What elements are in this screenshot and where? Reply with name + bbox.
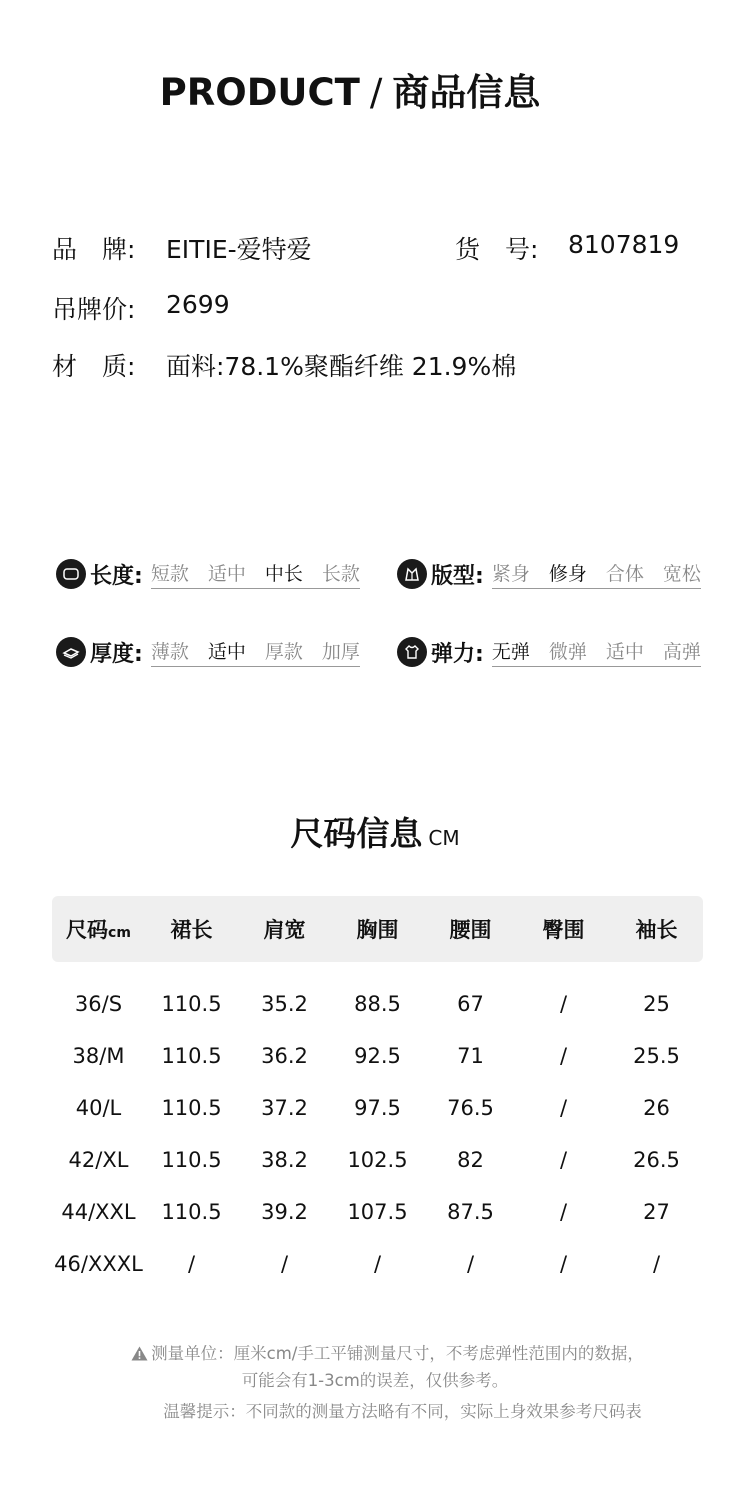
note-line-2: 可能会有1-3cm的误差，仅供参考。 [241, 1371, 509, 1390]
size-title-text: 尺码信息 [290, 814, 423, 853]
option-length-3: 长款 [321, 563, 360, 585]
option-thickness-1-selected: 适中 [207, 641, 246, 663]
table-cell: / [559, 1096, 568, 1120]
table-cell: 97.5 [354, 1096, 401, 1120]
table-cell: 38/M [72, 1044, 125, 1068]
table-cell: / [280, 1252, 289, 1276]
option-length-1: 适中 [207, 563, 246, 585]
table-cell: 82 [457, 1148, 484, 1172]
option-elasticity-2: 适中 [605, 641, 644, 663]
table-cell: 37.2 [261, 1096, 308, 1120]
table-row [52, 1238, 703, 1290]
brand-label: 品 牌: [52, 235, 136, 264]
table-cell: 71 [457, 1044, 484, 1068]
table-row [52, 962, 703, 1030]
table-cell: 110.5 [161, 1148, 222, 1172]
table-cell: 67 [457, 992, 484, 1016]
note-tip: 温馨提示：不同款的测量方法略有不同，实际上身效果参考尺码表 [163, 1402, 642, 1421]
table-cell: 46/XXXL [54, 1252, 143, 1276]
dress-icon [56, 559, 86, 589]
body-fit-icon [397, 559, 427, 589]
header-dress-length: 裙长 [145, 896, 238, 962]
material-label: 材 质: [52, 352, 136, 381]
table-row [52, 1186, 703, 1238]
price-label: 吊牌价: [52, 295, 136, 324]
table-cell: / [466, 1252, 475, 1276]
warning-icon [131, 1346, 148, 1365]
brand-value: EITIE-爱特爱 [166, 235, 312, 264]
size-section-title [0, 808, 750, 855]
sku-value: 8107819 [568, 230, 680, 259]
table-cell: 26.5 [633, 1148, 680, 1172]
table-cell: 39.2 [261, 1200, 308, 1224]
table-cell: / [559, 992, 568, 1016]
table-cell: 36.2 [261, 1044, 308, 1068]
attr-length-options [151, 559, 360, 589]
table-cell: 110.5 [161, 1044, 222, 1068]
note-measurement [0, 1340, 750, 1365]
table-cell: 40/L [75, 1096, 122, 1120]
title-separator: / [369, 71, 383, 114]
table-cell: / [652, 1252, 661, 1276]
table-cell: 25.5 [633, 1044, 680, 1068]
attr-length-label: 长度: [90, 563, 143, 589]
attr-thickness-options [151, 637, 360, 667]
table-cell: 38.2 [261, 1148, 308, 1172]
option-length-2-selected: 中长 [264, 563, 303, 585]
table-cell: 92.5 [354, 1044, 401, 1068]
header-bust: 胸围 [331, 896, 424, 962]
table-cell: 87.5 [447, 1200, 494, 1224]
table-row [52, 1134, 703, 1186]
table-cell: 27 [643, 1200, 670, 1224]
price-value: 2699 [166, 290, 230, 319]
size-title-unit: CM [428, 826, 460, 850]
size-table [52, 896, 703, 1290]
attr-elasticity [397, 635, 701, 669]
option-thickness-0: 薄款 [150, 641, 189, 663]
shirt-icon [397, 637, 427, 667]
attr-fit [397, 557, 701, 591]
header-sleeve-length: 袖长 [610, 896, 703, 962]
note-line-1: 测量单位：厘米cm/手工平铺测量尺寸，不考虑弹性范围内的数据， [151, 1344, 644, 1363]
table-cell: 76.5 [447, 1096, 494, 1120]
option-elasticity-1: 微弹 [548, 641, 587, 663]
table-cell: / [373, 1252, 382, 1276]
fabric-layer-icon [56, 637, 86, 667]
option-fit-3: 宽松 [662, 563, 701, 585]
table-cell: 25 [643, 992, 670, 1016]
attr-elasticity-label: 弹力: [431, 641, 484, 667]
attr-thickness-label: 厚度: [90, 641, 143, 667]
table-cell: / [559, 1252, 568, 1276]
table-cell: 26 [643, 1096, 670, 1120]
option-fit-0: 紧身 [491, 563, 530, 585]
header-waist: 腰围 [424, 896, 517, 962]
header-hip: 臀围 [517, 896, 610, 962]
material-value: 面料:78.1%聚酯纤维 21.9%棉 [166, 352, 517, 381]
table-cell: 110.5 [161, 1096, 222, 1120]
option-fit-2: 合体 [605, 563, 644, 585]
size-table-header-row [52, 896, 703, 962]
table-cell: 102.5 [347, 1148, 408, 1172]
table-cell: / [559, 1148, 568, 1172]
option-elasticity-3: 高弹 [662, 641, 701, 663]
table-cell: 110.5 [161, 1200, 222, 1224]
table-row [52, 1030, 703, 1082]
sku-label: 货 号: [455, 235, 539, 264]
attr-fit-label: 版型: [431, 563, 484, 589]
table-cell: 35.2 [261, 992, 308, 1016]
table-cell: 110.5 [161, 992, 222, 1016]
table-cell: / [559, 1044, 568, 1068]
table-cell: 107.5 [347, 1200, 408, 1224]
option-length-0: 短款 [150, 563, 189, 585]
table-cell: 88.5 [354, 992, 401, 1016]
table-cell: 42/XL [68, 1148, 129, 1172]
table-row [52, 1082, 703, 1134]
option-fit-1-selected: 修身 [548, 563, 587, 585]
option-thickness-3: 加厚 [321, 641, 360, 663]
header-shoulder-width: 肩宽 [238, 896, 331, 962]
header-size: 尺码cm [52, 896, 145, 962]
table-cell: 44/XXL [61, 1200, 136, 1224]
attr-length [56, 557, 360, 591]
option-elasticity-0-selected: 无弹 [491, 641, 530, 663]
title-en: PRODUCT [159, 71, 360, 114]
attr-elasticity-options [492, 637, 701, 667]
page-title [0, 62, 700, 116]
table-cell: 36/S [74, 992, 123, 1016]
table-cell: / [187, 1252, 196, 1276]
attr-fit-options [492, 559, 701, 589]
attr-thickness [56, 635, 360, 669]
option-thickness-2: 厚款 [264, 641, 303, 663]
table-cell: / [559, 1200, 568, 1224]
title-cn: 商品信息 [392, 71, 541, 114]
